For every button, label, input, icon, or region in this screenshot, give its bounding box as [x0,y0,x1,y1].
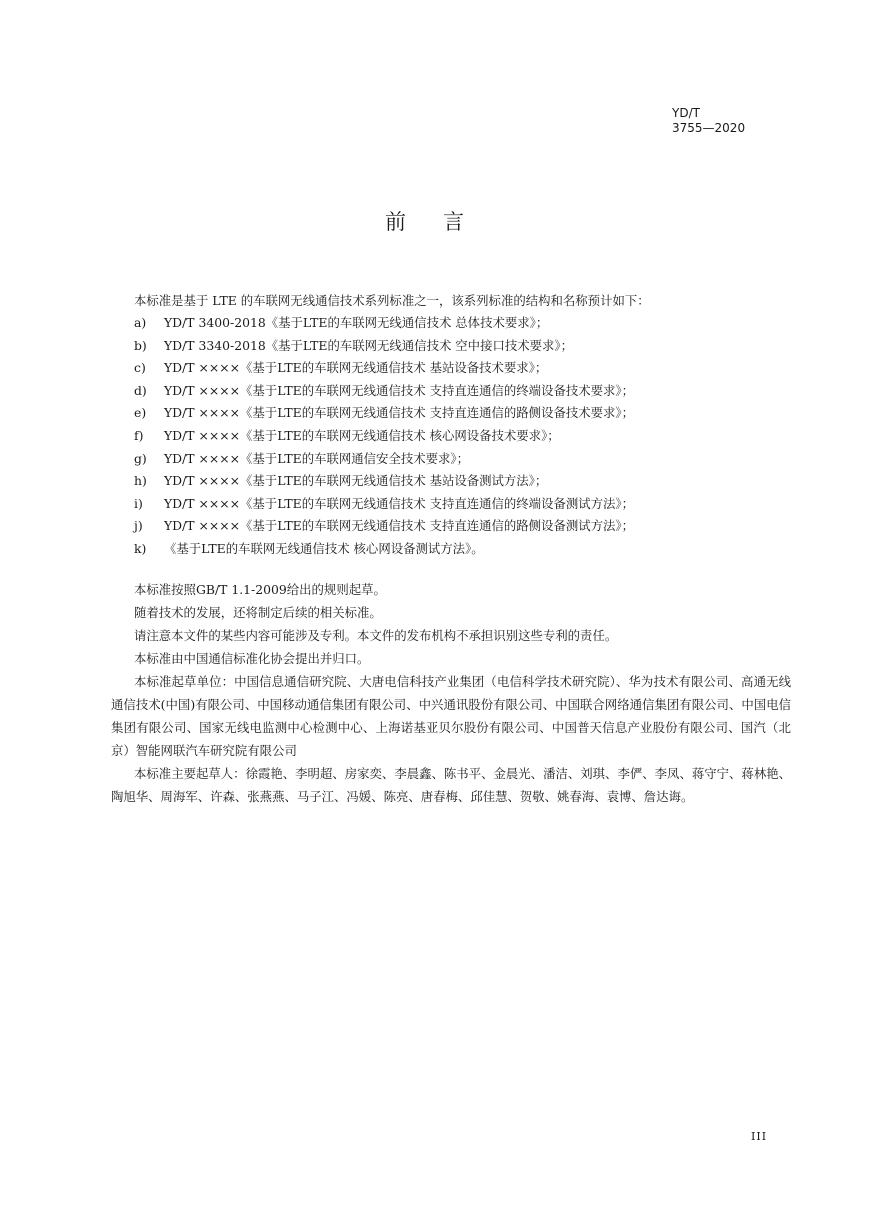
list-item [134,380,794,403]
list-text: YD/T ××××《基于LTE的车联网无线通信技术 核心网设备技术要求》； [164,427,560,443]
drafters-paragraph: 本标准主要起草人：徐霞艳、李明超、房家奕、李晨鑫、陈书平、金晨光、潘洁、刘琪、李俨、李凤、蒋守宁、蒋林艳、陶旭华、周海军、许森、张燕燕、马子江、冯媛、陈亮、唐春梅、邱佳慧、贺敬、姚春海、袁博、詹达诲。 [111,766,791,804]
list-text: 《基于LTE的车联网无线通信技术 核心网设备测试方法》。 [164,540,484,556]
list-text: YD/T 3400-2018《基于LTE的车联网无线通信技术 总体技术要求》； [164,315,549,330]
list-item [134,470,794,493]
drafting-rules-paragraph: 本标准按照GB/T 1.1-2009给出的规则起草。 [134,582,386,597]
list-text: YD/T ××××《基于LTE的车联网无线通信技术 支持直连通信的终端设备技术要求》； [164,382,635,398]
page-title: 前言 [385,210,501,234]
list-text: YD/T ××××《基于LTE的车联网无线通信技术 支持直连通信的路侧设备技术要求》； [164,405,635,421]
intro-paragraph: 本标准是基于 LTE 的车联网无线通信技术系列标准之一，该系列标准的结构和名称预计如下： [134,293,650,308]
foreword-body [134,289,794,561]
list-marker: a) [134,315,147,330]
list-text: YD/T ××××《基于LTE的车联网无线通信技术 基站设备测试方法》； [164,473,548,489]
list-marker: d) [134,382,147,398]
list-item [134,448,794,471]
patent-notice-paragraph: 请注意本文件的某些内容可能涉及专利。本文件的发布机构不承担识别这些专利的责任。 [134,628,618,643]
standards-list [134,312,794,561]
list-item [134,538,794,561]
document-code-prefix: YD/T [672,106,700,120]
proposer-paragraph: 本标准由中国通信标准化协会提出并归口。 [134,651,370,666]
list-marker: g) [134,450,147,466]
drafting-units-paragraph: 本标准起草单位：中国信息通信研究院、大唐电信科技产业集团（电信科学技术研究院）、华为技术有限公司、高通无线通信技术(中国)有限公司、中国移动通信集团有限公司、中兴通讯股份有限公司、中国联合网络通信集团有限公司、中国电信集团有限公司、国家无线电监测中心检测中心、上海诺基亚贝尔股份有限公司、中国普天信息产业股份有限公司、国汽（北京）智能网联汽车研究院有限公司 [111,674,791,758]
list-text: YD/T ××××《基于LTE的车联网无线通信技术 支持直连通信的终端设备测试方法》； [164,495,635,511]
list-item [134,425,794,448]
list-text: YD/T ××××《基于LTE的车联网无线通信技术 支持直连通信的路侧设备测试方法》； [164,518,635,534]
document-code-number: 3755—2020 [672,121,746,135]
list-marker: j) [134,518,143,534]
list-marker: c) [134,360,146,376]
list-text: YD/T ××××《基于LTE的车联网无线通信技术 基站设备技术要求》； [164,360,548,376]
list-item [134,357,794,380]
list-marker: h) [134,473,147,489]
list-marker: k) [134,540,147,556]
list-marker: e) [134,405,147,421]
foreword-paragraphs [111,578,791,808]
list-text: YD/T ××××《基于LTE的车联网通信安全技术要求》； [164,450,469,466]
list-marker: i) [134,495,143,511]
list-item [134,493,794,516]
page-number: III [751,1130,768,1143]
list-item [134,515,794,538]
list-item [134,402,794,425]
future-standards-paragraph: 随着技术的发展，还将制定后续的相关标准。 [134,605,382,620]
list-item [134,335,794,358]
document-code [672,106,745,136]
list-item [134,312,794,335]
list-marker: f) [134,427,144,443]
list-text: YD/T 3340-2018《基于LTE的车联网无线通信技术 空中接口技术要求》； [164,337,573,353]
list-marker: b) [134,337,147,353]
